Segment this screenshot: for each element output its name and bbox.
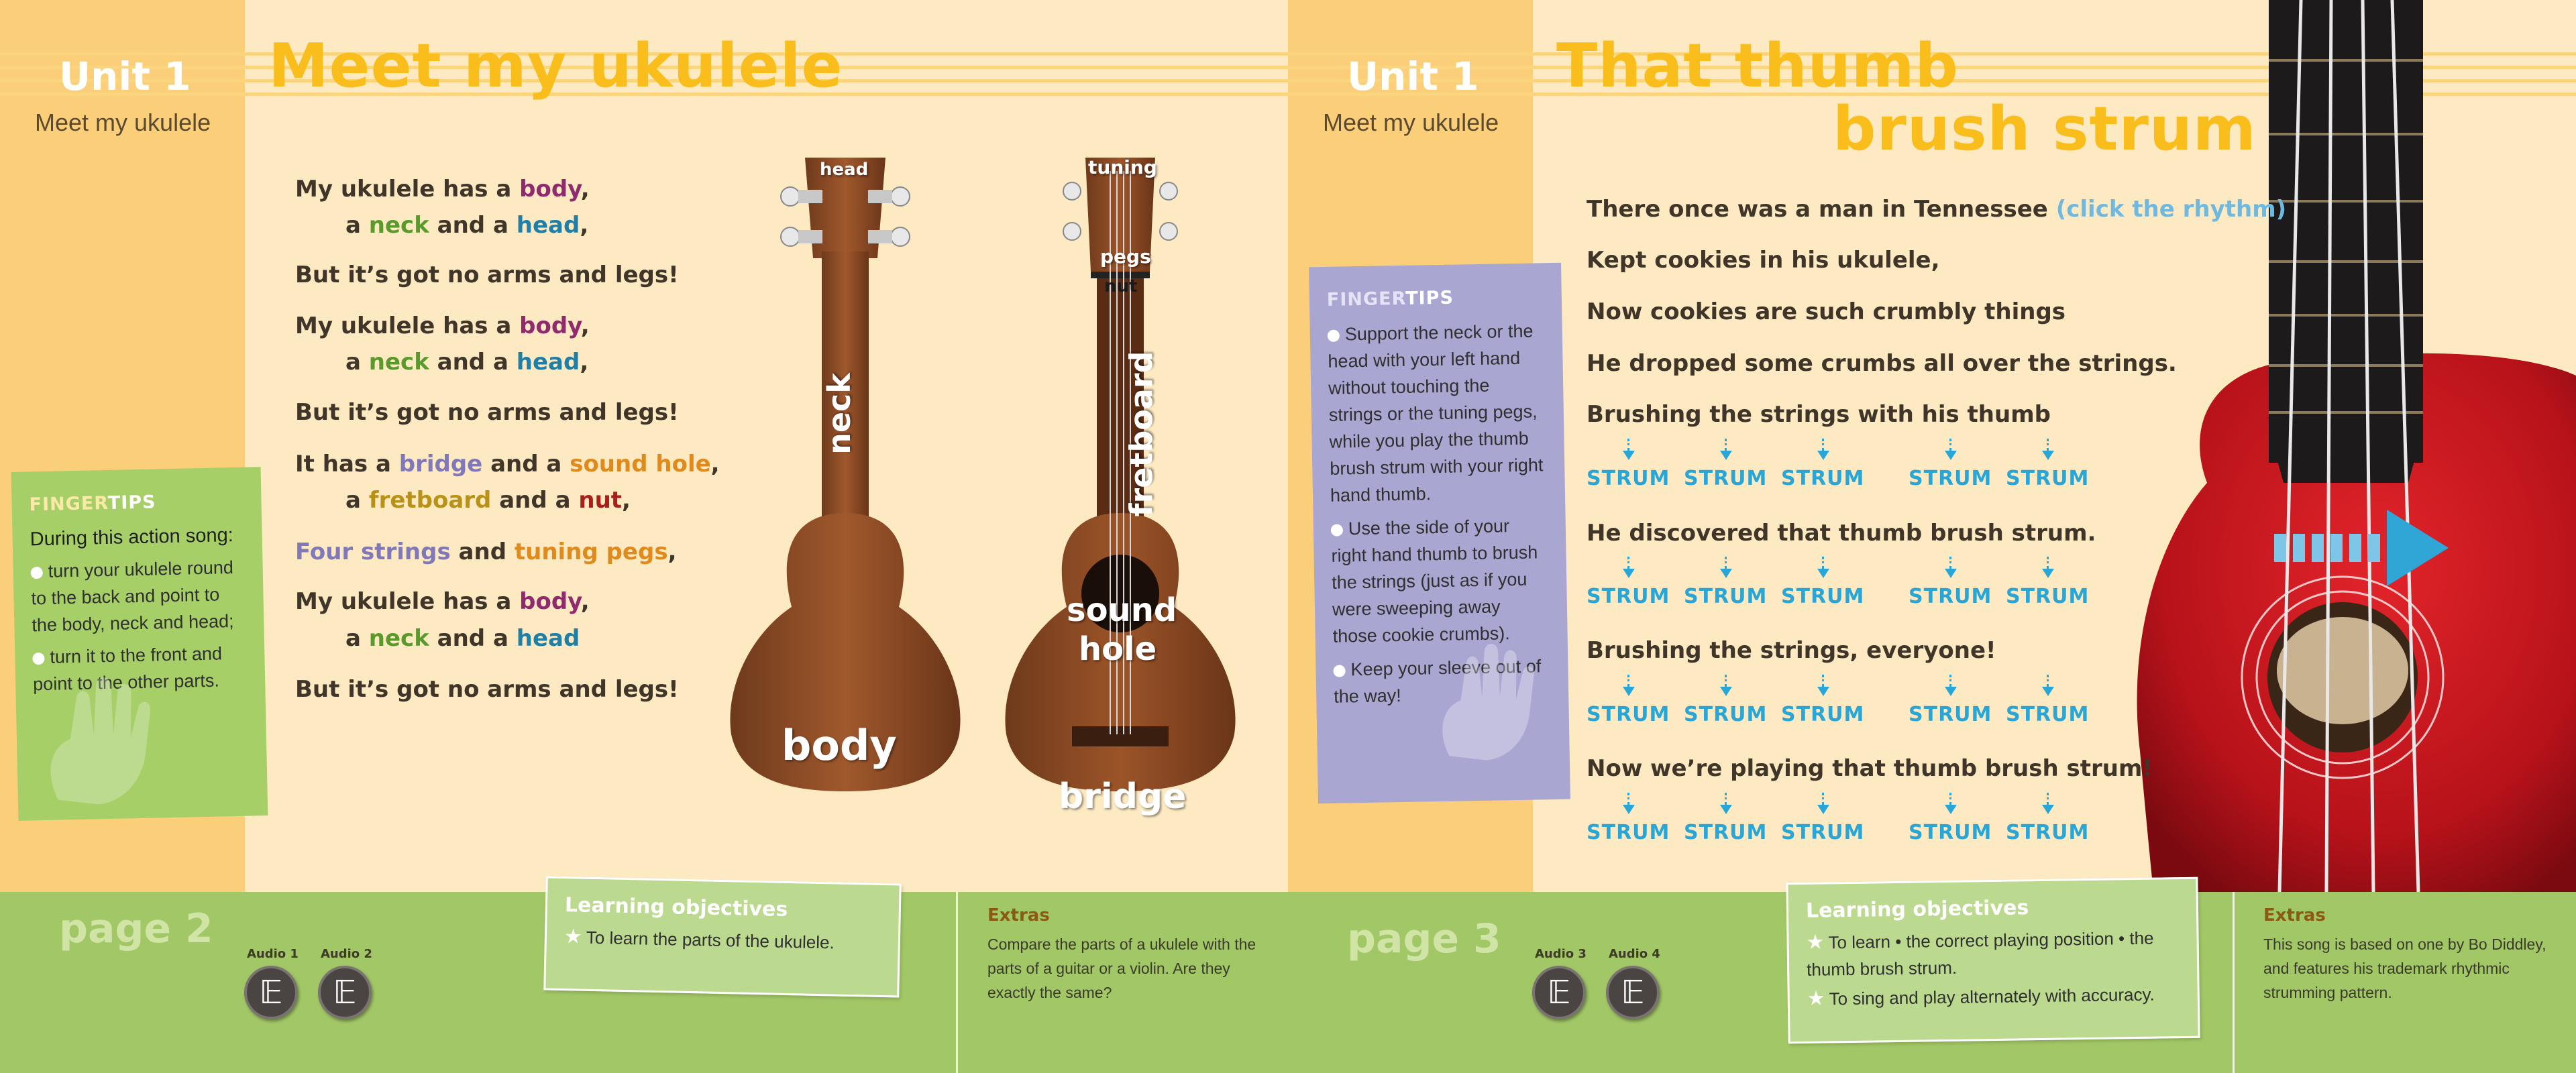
ear-icon: 𝔼 xyxy=(259,974,283,1011)
label-pegs: pegs xyxy=(1100,245,1151,268)
unit-subtitle: Meet my ukulele xyxy=(1323,109,1499,136)
strum-arrow-stem xyxy=(2047,793,2049,805)
strum-label: STRUM xyxy=(1909,703,1992,726)
strum-label: STRUM xyxy=(1587,821,1670,844)
learning-objective-item: ★ To sing and play alternately with accuracy. xyxy=(1807,984,2155,1010)
unit-title: Unit 1 xyxy=(1347,54,1479,99)
lyric-line: a neck and a head, xyxy=(345,212,589,239)
audio-2-button[interactable] xyxy=(318,966,372,1019)
lyric-line: My ukulele has a body, xyxy=(295,588,590,615)
page-title: Meet my ukulele xyxy=(268,31,843,101)
strum-arrow-icon xyxy=(2042,687,2054,696)
fingertips-heading: FINGERTIPS xyxy=(1326,287,1454,310)
strum-arrow-stem xyxy=(1725,675,1727,687)
song-line: Brushing the strings with his thumb xyxy=(1587,401,2051,428)
strum-label: STRUM xyxy=(2006,467,2090,490)
hand-print-icon xyxy=(29,669,193,807)
strum-label: STRUM xyxy=(1587,467,1670,490)
strum-arrow-stem xyxy=(1725,557,1727,569)
star-icon: ★ xyxy=(564,925,583,948)
label-hole: hole xyxy=(1079,630,1157,668)
strum-arrow-stem xyxy=(1822,557,1824,569)
lyric-line: a neck and a head xyxy=(345,625,580,652)
learning-objective-item: ★ To learn • the correct playing position • the thumb brush strum. xyxy=(1806,927,2154,980)
audio-label: Audio 4 xyxy=(1609,947,1660,961)
extras-heading: Extras xyxy=(987,905,1050,925)
strum-arrow-icon xyxy=(2042,805,2054,814)
lyric-line: a neck and a head, xyxy=(345,349,589,376)
strum-label: STRUM xyxy=(1781,821,1865,844)
strum-arrow-icon xyxy=(1623,805,1635,814)
learning-objectives-heading: Learning objectives xyxy=(1805,896,2029,923)
lyric-line: It has a bridge and a sound hole, xyxy=(295,451,720,477)
strum-label: STRUM xyxy=(1781,467,1865,490)
strum-arrow-icon xyxy=(1817,805,1829,814)
strum-arrow-stem xyxy=(1822,793,1824,805)
fingertips-heading: FINGERTIPS xyxy=(29,492,156,516)
strum-arrow-stem xyxy=(1627,439,1629,451)
strum-label: STRUM xyxy=(1684,703,1768,726)
ukulele-back-image xyxy=(711,151,979,795)
strum-label: STRUM xyxy=(1587,703,1670,726)
song-line: Brushing the strings, everyone! xyxy=(1587,637,1996,664)
right-page xyxy=(1288,0,2576,892)
strum-label: STRUM xyxy=(1684,821,1768,844)
strum-arrow-icon xyxy=(1817,687,1829,696)
label-nut: nut xyxy=(1104,276,1138,296)
audio-4-button[interactable] xyxy=(1606,966,1660,1019)
strum-label: STRUM xyxy=(1909,585,1992,608)
footer-divider xyxy=(956,892,958,1073)
audio-label: Audio 1 xyxy=(247,947,299,961)
left-page xyxy=(0,0,1288,892)
strum-arrow-icon xyxy=(1945,451,1957,460)
unit-subtitle: Meet my ukulele xyxy=(35,109,211,136)
song-line: There once was a man in Tennessee (click the rhythm) xyxy=(1587,196,2287,223)
unit-title: Unit 1 xyxy=(59,54,191,99)
strum-arrow-icon xyxy=(1817,569,1829,578)
label-sound: sound xyxy=(1067,591,1177,629)
extras-heading: Extras xyxy=(2263,905,2326,925)
strum-arrow-stem xyxy=(1627,793,1629,805)
page-number: page 3 xyxy=(1347,915,1501,962)
label-neck: neck xyxy=(820,373,857,455)
strum-label: STRUM xyxy=(1781,703,1865,726)
label-head: head xyxy=(820,160,869,180)
fingertips-box xyxy=(11,467,268,821)
fingertips-intro: During this action song: xyxy=(30,524,234,551)
label-fretboard: fretboard xyxy=(1123,351,1160,517)
lyric-line: But it’s got no arms and legs! xyxy=(295,676,679,703)
audio-3-button[interactable] xyxy=(1532,966,1586,1019)
strum-arrow-icon xyxy=(1623,451,1635,460)
song-line: Kept cookies in his ukulele, xyxy=(1587,247,1940,274)
strum-arrow-stem xyxy=(1949,793,1951,805)
fingertips-box xyxy=(1309,263,1570,803)
strum-arrow-stem xyxy=(1949,439,1951,451)
extras-text: This song is based on one by Bo Diddley, and features his trademark rhythmic strumming pattern. xyxy=(2263,936,2546,1001)
lyric-line: My ukulele has a body, xyxy=(295,313,590,339)
star-icon: ★ xyxy=(1807,987,1825,1010)
strum-arrow-stem xyxy=(1949,675,1951,687)
fingertips-bullet: Keep your sleeve out of the way! xyxy=(1333,656,1542,707)
label-bridge: bridge xyxy=(1059,777,1187,817)
learning-objective-item: ★ To learn the parts of the ukulele. xyxy=(564,925,835,953)
song-line: He discovered that thumb brush strum. xyxy=(1587,520,2096,547)
footer-divider xyxy=(2233,892,2235,1073)
audio-label: Audio 3 xyxy=(1535,947,1587,961)
strum-arrow-stem xyxy=(1627,675,1629,687)
strum-arrow-stem xyxy=(2047,439,2049,451)
strum-label: STRUM xyxy=(2006,821,2090,844)
strum-label: STRUM xyxy=(1909,821,1992,844)
ear-icon: 𝔼 xyxy=(1547,974,1571,1011)
strum-arrow-icon xyxy=(1817,451,1829,460)
label-body: body xyxy=(782,721,897,770)
lyric-line: But it’s got no arms and legs! xyxy=(295,262,679,288)
ear-icon: 𝔼 xyxy=(333,974,357,1011)
lyric-line: a fretboard and a nut, xyxy=(345,487,631,514)
strum-arrow-icon xyxy=(1945,569,1957,578)
strum-arrow-icon xyxy=(1720,805,1732,814)
strum-arrow-stem xyxy=(2047,557,2049,569)
strum-label: STRUM xyxy=(1781,585,1865,608)
strum-arrow-stem xyxy=(1725,793,1727,805)
page-number: page 2 xyxy=(59,905,213,952)
page-title-line2: brush strum xyxy=(1833,94,2257,164)
strum-arrow-icon xyxy=(1720,687,1732,696)
learning-objectives-box xyxy=(1786,877,2200,1044)
fingertips-bullet: Support the neck or the head with your left hand without touching the strings or the tuning pegs, while you play the thumb brush strum with your right hand thumb. xyxy=(1328,321,1544,506)
fingertips-bullet: turn your ukulele round to the back and point to the body, neck and head; xyxy=(31,557,234,636)
song-line: Now cookies are such crumbly things xyxy=(1587,298,2066,325)
strum-label: STRUM xyxy=(1684,467,1768,490)
lyric-line: My ukulele has a body, xyxy=(295,176,590,203)
strum-arrow-icon xyxy=(2042,451,2054,460)
fingertips-bullet: turn it to the front and point to the other parts. xyxy=(32,643,223,695)
hand-print-icon xyxy=(1422,625,1572,775)
strum-arrow-stem xyxy=(1822,675,1824,687)
song-line: He dropped some crumbs all over the strings. xyxy=(1587,350,2177,377)
strum-arrow-icon xyxy=(1720,569,1732,578)
extras-text: Compare the parts of a ukulele with the parts of a guitar or a violin. Are they exactly the same? xyxy=(987,936,1256,1001)
strum-arrow-stem xyxy=(1949,557,1951,569)
strum-label: STRUM xyxy=(2006,585,2090,608)
strum-label: STRUM xyxy=(1587,585,1670,608)
strum-arrow-icon xyxy=(1720,451,1732,460)
label-tuning: tuning xyxy=(1088,156,1157,178)
page-title-line1: That thumb xyxy=(1556,31,1959,101)
strum-arrow-stem xyxy=(1627,557,1629,569)
strum-arrow-icon xyxy=(1623,569,1635,578)
strum-label: STRUM xyxy=(2006,703,2090,726)
strum-arrow-stem xyxy=(1822,439,1824,451)
star-icon: ★ xyxy=(1806,931,1825,954)
strum-arrow-stem xyxy=(2047,675,2049,687)
red-ukulele-image xyxy=(2113,0,2576,892)
strum-arrow-icon xyxy=(1623,687,1635,696)
strum-arrow-icon xyxy=(1945,687,1957,696)
lyric-line: Four strings and tuning pegs, xyxy=(295,539,677,565)
fingertips-bullet: Use the side of your right hand thumb to brush the strings (just as if you were sweeping away those cookie crumbs). xyxy=(1331,516,1538,646)
song-line: Now we’re playing that thumb brush strum! xyxy=(1587,755,2153,782)
strum-arrow-stem xyxy=(1725,439,1727,451)
lyric-line: But it’s got no arms and legs! xyxy=(295,399,679,426)
audio-label: Audio 2 xyxy=(321,947,372,961)
learning-objectives-heading: Learning objectives xyxy=(564,893,788,922)
ear-icon: 𝔼 xyxy=(1621,974,1645,1011)
learning-objectives-box xyxy=(543,876,901,997)
strum-label: STRUM xyxy=(1684,585,1768,608)
strum-arrow-icon xyxy=(1945,805,1957,814)
audio-1-button[interactable] xyxy=(244,966,298,1019)
strum-arrow-icon xyxy=(2042,569,2054,578)
strum-label: STRUM xyxy=(1909,467,1992,490)
